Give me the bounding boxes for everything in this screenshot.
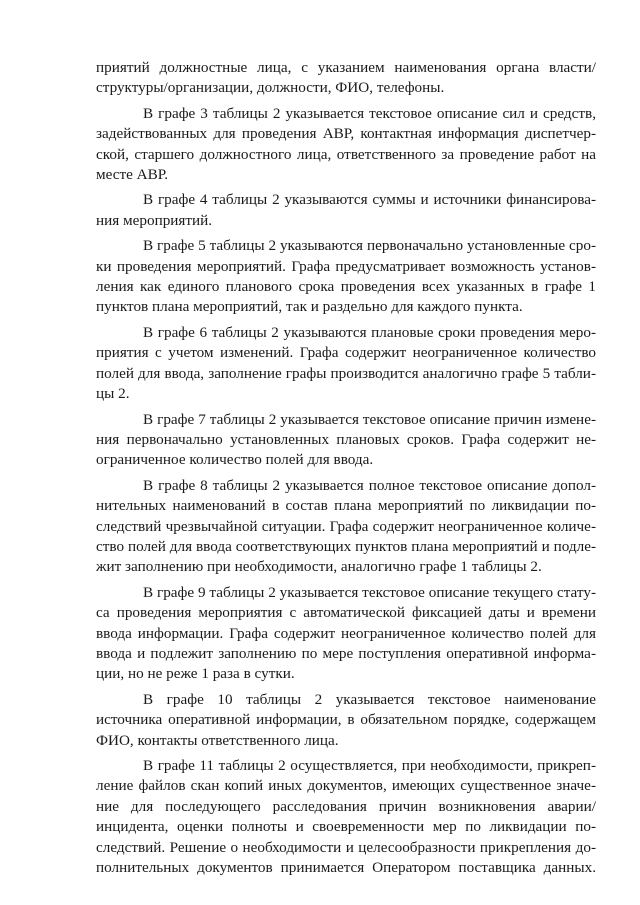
paragraph-column-4: В графе 4 таблицы 2 указываются суммы и источники финансирования мероприятий.	[96, 191, 596, 229]
paragraph-column-9: В графе 9 таблицы 2 указывается текстовое описание текущего статуса проведения мероприятия с автоматической фиксацией даты и времени ввода информации. Графа содержит неограниченное количество полей для ввода и подлежит заполнению по мере поступления оперативной информации, но не реже 1 раза в сутки.	[96, 583, 596, 683]
document-page	[96, 58, 596, 883]
paragraph-column-11: В графе 11 таблицы 2 осуществляется, при необходимости, прикрепление файлов скан копий иных документов, имеющих существенное значение для последующего расследования причин возникновения аварии/инцидента, оценки полноты и своевременности мер по ликвидации последствий. Решение о необходимости и целесообразности прикрепления дополнительных документов принимается Оператором поставщика данных.	[96, 757, 596, 877]
paragraph-column-3: В графе 3 таблицы 2 указывается текстовое описание сил и средств, задействованных для проведения АВР, контактная информация диспетчерской, старшего должностного лица, ответственного за проведение работ на месте АВР.	[96, 104, 596, 184]
paragraph-column-5: В графе 5 таблицы 2 указываются первоначально установленные сроки проведения мероприятий. Графа предусматривает возможность установления как единого планового срока проведения всех указанных в графе 1 пунктов плана мероприятий, так и раздельно для каждого пункта.	[96, 237, 596, 316]
paragraph-column-8: В графе 8 таблицы 2 указывается полное текстовое описание дополнительных наименований в состав плана мероприятий по ликвидации последствий чрезвычайной ситуации. Графа содержит неограниченное количество полей для ввода соответствующих пунктов плана мероприятий и подлежит заполнению при необходимости, аналогично графе 1 таблицы 2.	[96, 476, 596, 576]
paragraph-column-6: В графе 6 таблицы 2 указываются плановые сроки проведения мероприятия с учетом изменений. Графа содержит неограниченное количество полей для ввода, заполнение графы производится аналогично графе 5 таблицы 2.	[96, 323, 596, 403]
paragraph-column-10: В графе 10 таблицы 2 указывается текстовое наименование источника оперативной информации, в обязательном порядке, содержащем ФИО, контакты ответственного лица.	[96, 690, 596, 749]
paragraph-column-7: В графе 7 таблицы 2 указывается текстовое описание причин изменения первоначально установленных плановых сроков. Графа содержит неограниченное количество полей для ввода.	[96, 410, 596, 469]
paragraph-continuation: приятий должностные лица, с указанием наименования органа власти/структуры/организации, должности, ФИО, телефоны.	[96, 59, 596, 97]
